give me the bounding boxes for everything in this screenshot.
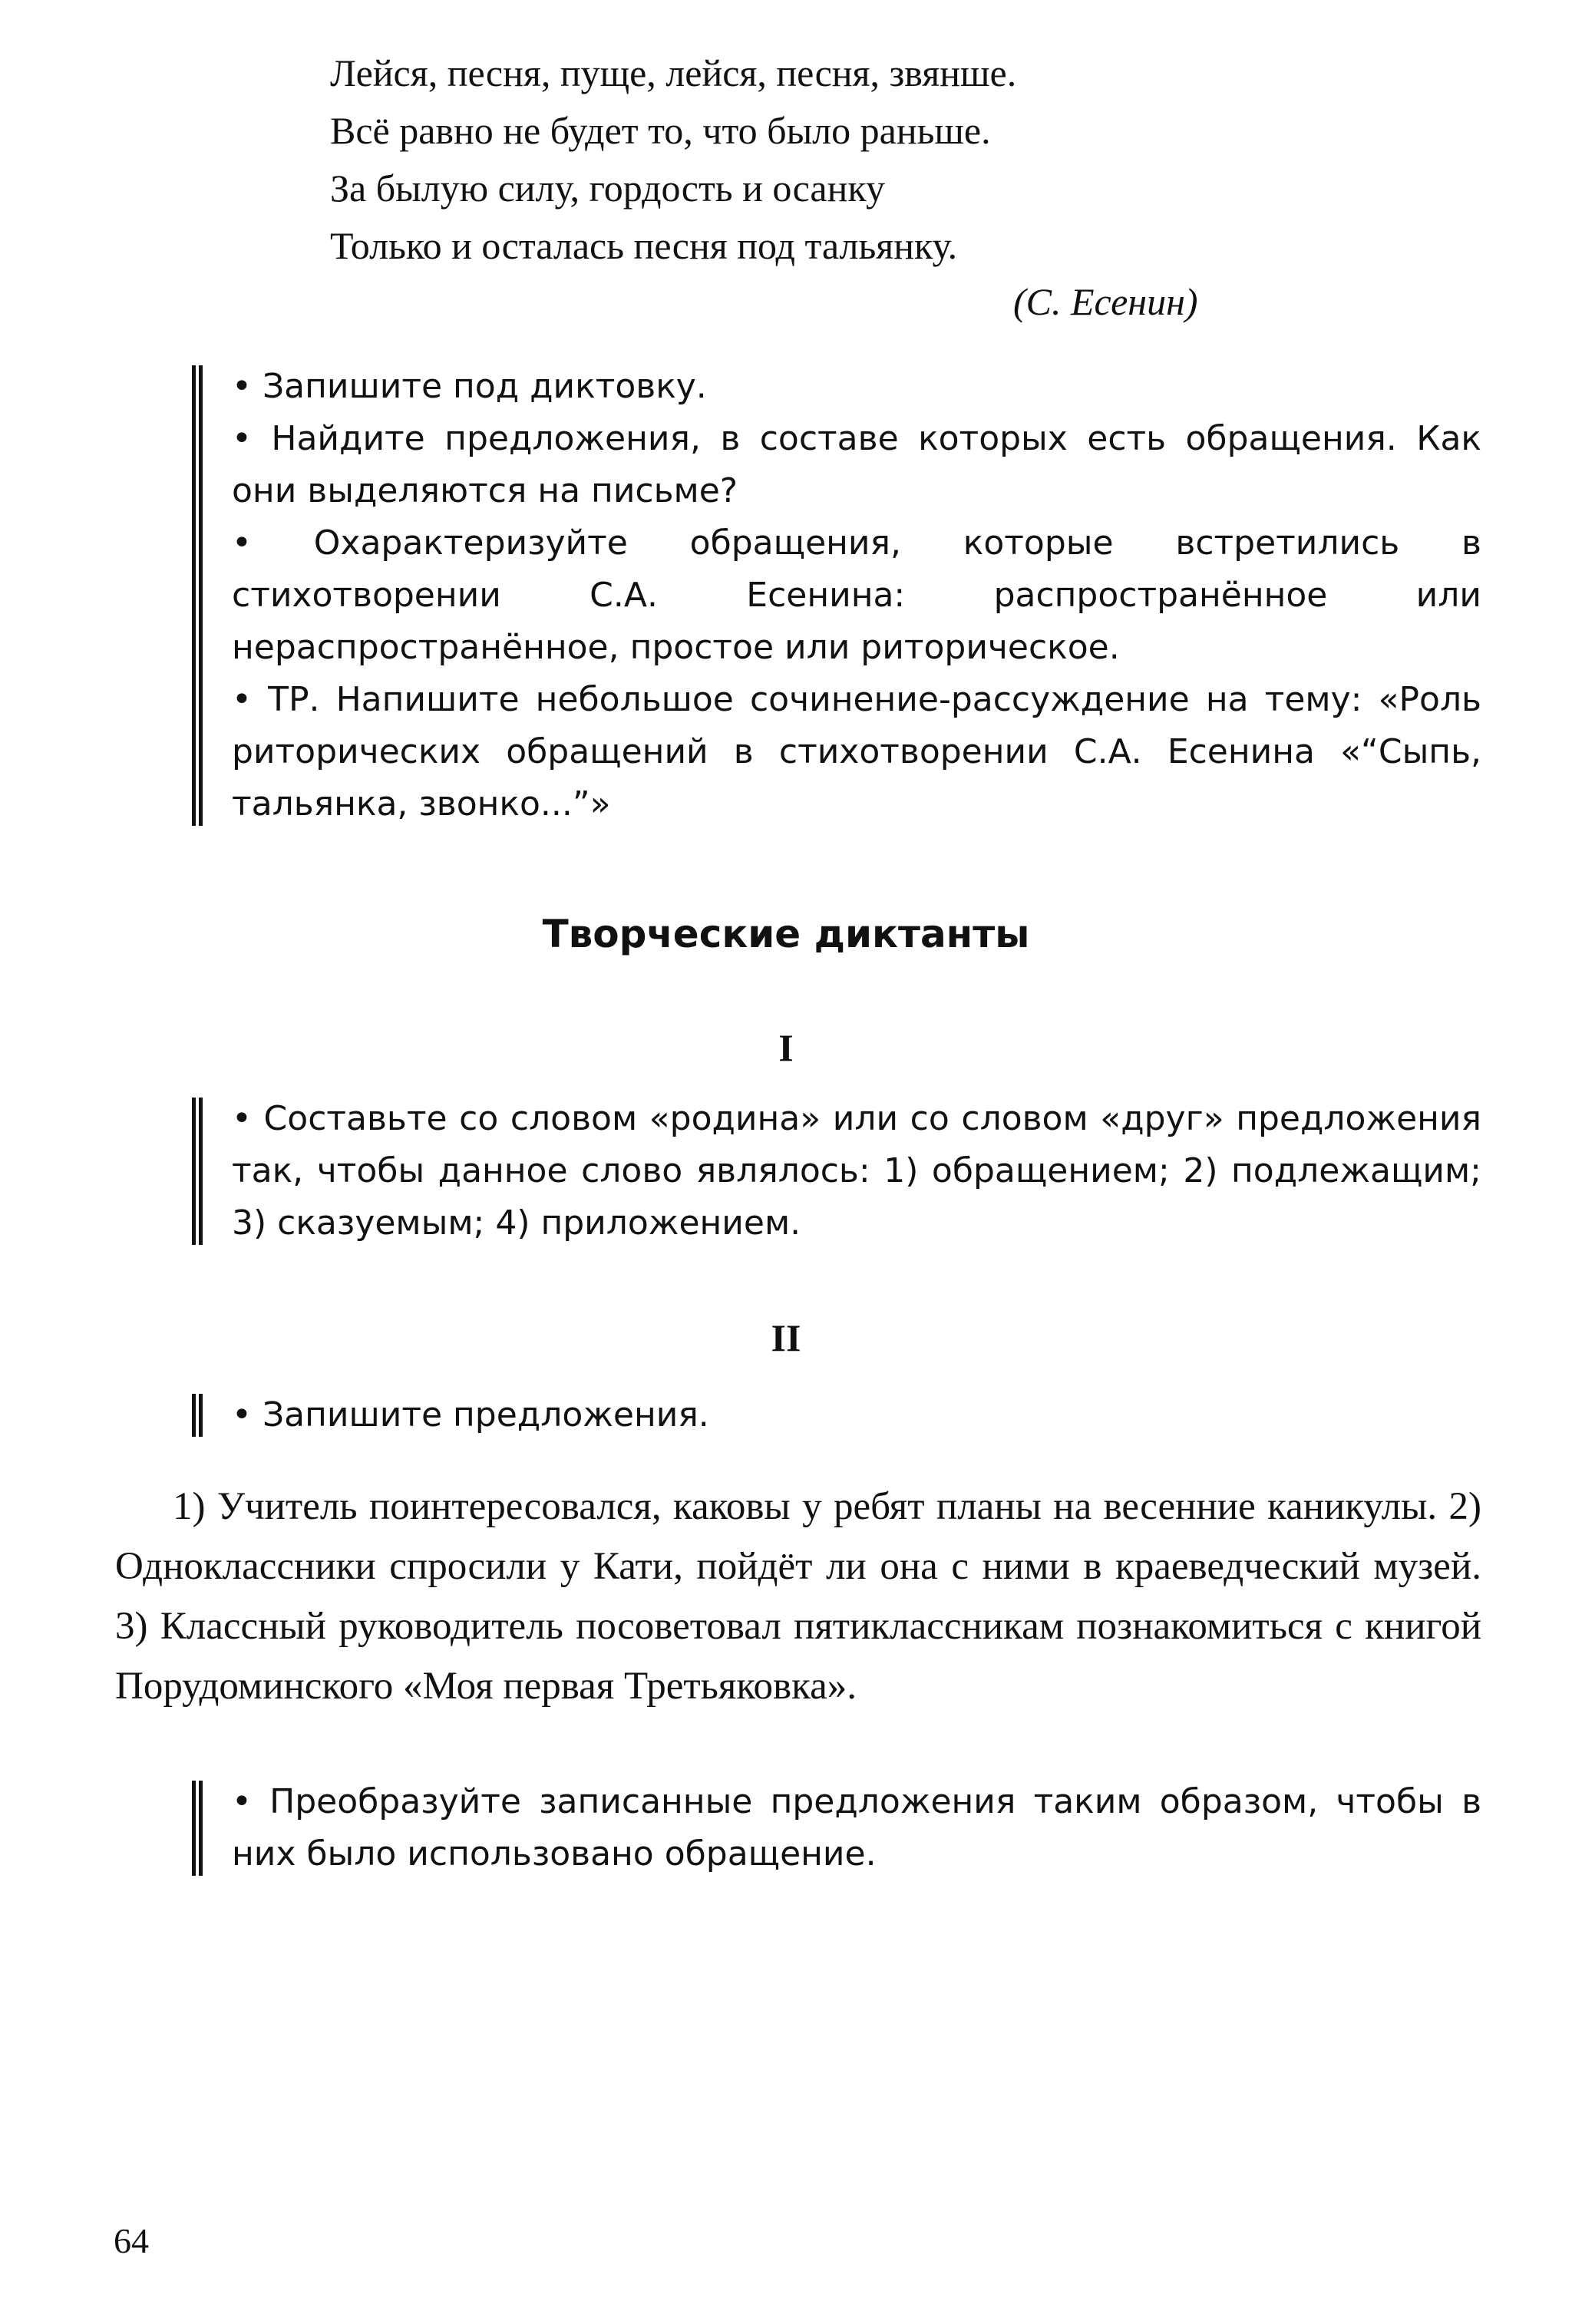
margin-bar: [192, 1394, 203, 1437]
task-item: • Преобразуйте записанные предложения таким образом, чтобы в них было использовано обращение.: [232, 1782, 1481, 1873]
poem-line: Лейся, песня, пуще, лейся, песня, звянше.: [330, 51, 1017, 94]
task-item: • Составьте со словом «родина» или со словом «друг» предложения так, чтобы данное слово являлось: 1) обращением; 2) подлежащим; 3) сказуемым; 4) приложением.: [232, 1099, 1481, 1243]
poem-line: Всё равно не будет то, что было раньше.: [330, 109, 991, 152]
task-list: [232, 361, 1481, 830]
task-item: • ТР. Напишите небольшое сочинение-рассуждение на тему: «Роль риторических обращений в стихотворении С.А. Есенина «“Сыпь, тальянка, звонко...”»: [232, 680, 1481, 824]
poem-line: Только и осталась песня под тальянку.: [330, 224, 958, 267]
part-numeral-1: I: [778, 1026, 794, 1069]
task-block-transform: [192, 1776, 1481, 1880]
page-number: 64: [114, 2221, 149, 2260]
margin-bar: [192, 1781, 203, 1876]
section-title: Творческие диктанты: [542, 912, 1030, 956]
task-item: • Запишите предложения.: [232, 1395, 709, 1434]
poem: [330, 45, 1328, 275]
task-block-part-2: [192, 1389, 1481, 1441]
task-block-part-1: [192, 1093, 1481, 1249]
task-item: • Запишите под диктовку.: [232, 367, 707, 406]
poem-attribution: (С. Есенин): [1013, 280, 1198, 323]
task-item: • Охарактеризуйте обращения, которые встретились в стихотворении С.А. Есенина: распространённое или нераспространённое, простое или риторическое.: [232, 523, 1481, 667]
margin-bar: [192, 365, 203, 826]
part-numeral-2: II: [771, 1316, 801, 1359]
sentences-paragraph: 1) Учитель поинтересовался, каковы у ребят планы на весенние каникулы. 2) Одноклассники спросили у Кати, пойдёт ли она с ними в краеведческий музей. 3) Классный руководитель посоветовал пятиклассникам познакомиться с книгой Порудоминского «Моя первая Третьяковка».: [115, 1485, 1481, 1708]
task-block-dictation: [192, 361, 1481, 830]
margin-bar: [192, 1098, 203, 1245]
task-item: • Найдите предложения, в составе которых есть обращения. Как они выделяются на письме?: [232, 419, 1481, 510]
poem-line: За былую силу, гордость и осанку: [330, 167, 885, 210]
